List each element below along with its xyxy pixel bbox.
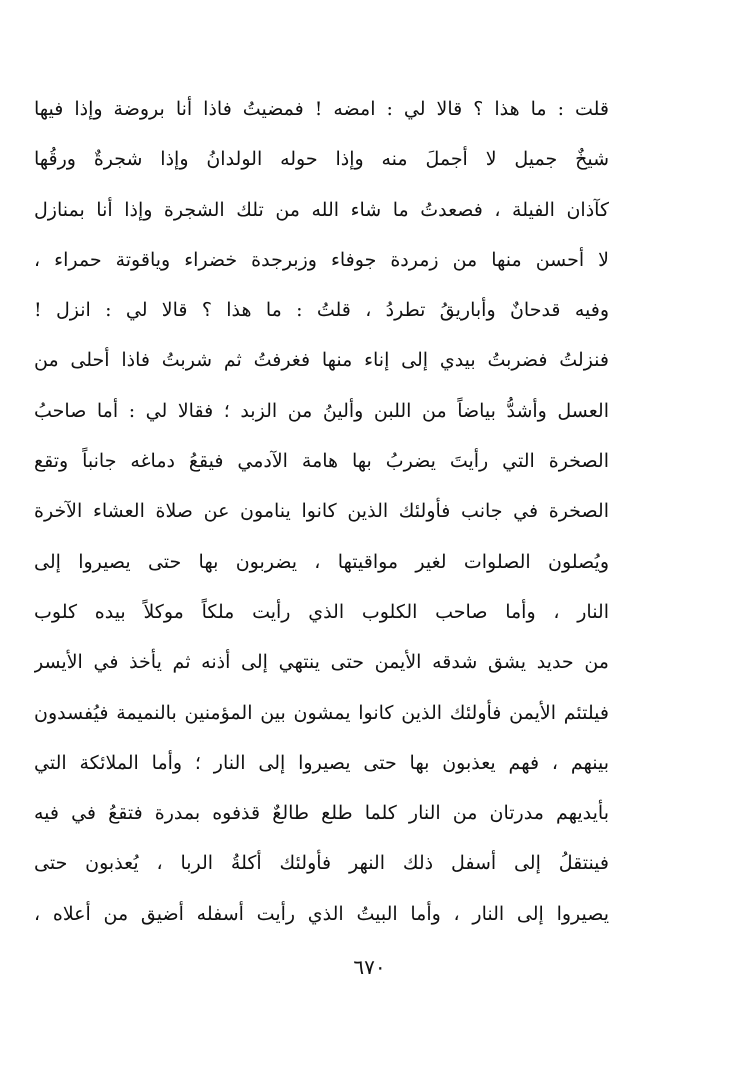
- text-line: قلت : ما هذا ؟ قالا لي : امضه ! فمضيتُ فاذا أنا بروضة وإذا فيها: [34, 98, 609, 120]
- text-line: ويُصلون الصلوات لغير مواقيتها ، يضربون بها حتى يصيروا إلى: [34, 550, 609, 573]
- text-line: وفيه قدحانٌ وأباريقُ تطردُ ، قلتُ : ما هذا ؟ قالا لي : انزل !: [34, 299, 609, 322]
- text-line: بأيديهم مدرتان من النار كلما طلع طالعٌ قذفوه بمدرة فتقعُ في فيه: [34, 802, 609, 825]
- text-line: شيخٌ جميل لا أجملَ منه وإذا حوله الولدانُ وإذا شجرةٌ ورقُها: [34, 148, 609, 171]
- page-number: ٦٧٠: [353, 955, 386, 979]
- text-line: فنزلتُ فضربتُ بيدي إلى إناء منها فغرفتُ ثم شربتُ فاذا أحلى من: [34, 349, 609, 372]
- text-line: لا أحسن منها من زمردة جوفاء وزبرجدة خضراء وياقوتة حمراء ،: [34, 248, 609, 271]
- text-line: كآذان الفيلة ، فصعدتُ ما شاء الله من تلك الشجرة وإذا أنا بمنازل: [34, 198, 609, 221]
- text-line: النار ، وأما صاحب الكلوب الذي رأيت ملكاً موكلاً بيده كلوب: [34, 600, 609, 623]
- body-text: [34, 84, 609, 939]
- text-line: العسل وأشدُّ بياضاً من اللبن وألينُ من الزبد ؛ فقالا لي : أما صاحبُ: [34, 399, 609, 422]
- text-line: من حديد يشق شدقه الأيمن حتى ينتهي إلى أذنه ثم يأخذ في الأيسر: [34, 651, 609, 674]
- text-line: الصخرة التي رأيتَ يضربُ بها هامة الآدمي فيقعُ دماغه جانباً وتقع: [34, 450, 609, 473]
- text-line: الصخرة في جانب فأولئك الذين كانوا ينامون عن صلاة العشاء الآخرة: [34, 500, 609, 523]
- text-line: فيلتئم الأيمن فأولئك الذين كانوا يمشون بين المؤمنين بالنميمة فيُفسدون: [34, 701, 609, 724]
- text-line: بينهم ، فهم يعذبون بها حتى يصيروا إلى النار ؛ وأما الملائكة التي: [34, 751, 609, 774]
- text-line: فينتقلُ إلى أسفل ذلك النهر فأولئك أكلةُ الربا ، يُعذبون حتى: [34, 852, 609, 875]
- text-line: يصيروا إلى النار ، وأما البيتُ الذي رأيت أسفله أضيق من أعلاه ،: [34, 902, 609, 925]
